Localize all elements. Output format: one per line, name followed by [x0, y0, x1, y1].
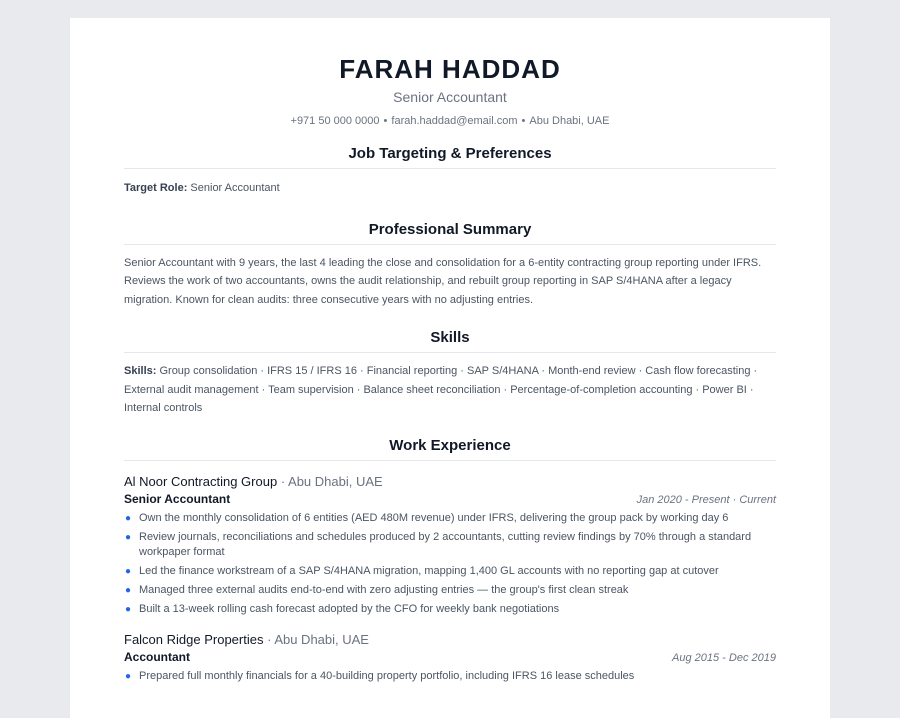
job-bullet [124, 583, 776, 598]
job-location: · Abu Dhabi, UAE [267, 631, 369, 647]
candidate-title: Senior Accountant [393, 89, 507, 105]
bullet-icon: ● [125, 565, 132, 577]
job-company: Al Noor Contracting Group [124, 473, 278, 489]
section-title-experience: Work Experience [124, 436, 776, 461]
job-dates: Jan 2020 - Present · Current [636, 493, 776, 506]
contact-line [124, 114, 776, 128]
job-company-line [124, 473, 776, 490]
bullet-icon: ● [125, 584, 132, 596]
skills-list: Group consolidation · IFRS 15 / IFRS 16 · Financial reporting · SAP S/4HANA · Month-end review · Cash flow forecasting · External audit management · Team supervision · Balance sheet reconciliation · Percentage-of-completion accounting · Power BI · Internal controls [124, 365, 758, 414]
bullet-text: Prepared full monthly financials for a 40-building property portfolio, including IFRS 16 lease schedules [139, 669, 635, 682]
job-role: Senior Accountant [124, 491, 231, 506]
target-role-label: Target Role: [124, 182, 188, 194]
bullet-text: Own the monthly consolidation of 6 entities (AED 480M revenue) under IFRS, delivering the group pack by working day 6 [139, 511, 729, 524]
job-dates: Aug 2015 - Dec 2019 [672, 651, 776, 664]
bullet-icon: ● [125, 531, 132, 543]
section-title-summary: Professional Summary [124, 220, 776, 245]
job-bullet [124, 511, 776, 526]
bullet-text: Led the finance workstream of a SAP S/4HANA migration, mapping 1,400 GL accounts with no reporting gap at cutover [139, 564, 719, 577]
bullet-icon: ● [125, 603, 132, 615]
resume-page [70, 18, 830, 718]
job-bullets [124, 669, 776, 684]
job-entry [124, 631, 776, 684]
candidate-name: FARAH HADDAD [339, 54, 561, 84]
job-role-row [124, 491, 776, 507]
target-role-line [124, 179, 776, 198]
job-company-line [124, 631, 776, 648]
bullet-text: Review journals, reconciliations and schedules produced by 2 accountants, cutting review findings by 70% through a standard workpaper format [139, 530, 752, 558]
job-role-row [124, 649, 776, 665]
contact-location: Abu Dhabi, UAE [529, 115, 610, 127]
job-role: Accountant [124, 649, 190, 664]
job-bullet [124, 530, 776, 560]
job-bullet [124, 602, 776, 617]
bullet-icon: ● [125, 670, 132, 682]
contact-email: farah.haddad@email.com [391, 115, 518, 127]
section-title-targeting: Job Targeting & Preferences [124, 144, 776, 169]
job-bullet [124, 669, 776, 684]
skills-label: Skills: [124, 365, 157, 377]
bullet-text: Built a 13-week rolling cash forecast adopted by the CFO for weekly bank negotiations [139, 602, 560, 615]
job-entry [124, 473, 776, 617]
job-bullets [124, 511, 776, 617]
bullet-icon: ● [125, 512, 132, 524]
target-role-value: Senior Accountant [190, 182, 280, 194]
skills-line [124, 362, 776, 418]
job-location: · Abu Dhabi, UAE [280, 473, 383, 489]
contact-phone: +971 50 000 0000 [290, 115, 380, 127]
separator-dot: • [521, 115, 526, 127]
bullet-text: Managed three external audits end-to-end with zero adjusting entries — the group's first clean streak [139, 583, 629, 596]
job-bullet [124, 564, 776, 579]
job-company: Falcon Ridge Properties [124, 631, 264, 647]
separator-dot: • [383, 115, 388, 127]
summary-text: Senior Accountant with 9 years, the last 4 leading the close and consolidation for a 6-entity contracting group reporting under IFRS. Reviews the work of two accountants, owns the audit relationship, and rebuilt group reporting in SAP S/4HANA after a legacy migration. Known for clean audits: three consecutive years with no adjusting entries. [124, 256, 762, 306]
section-title-skills: Skills [124, 328, 776, 353]
